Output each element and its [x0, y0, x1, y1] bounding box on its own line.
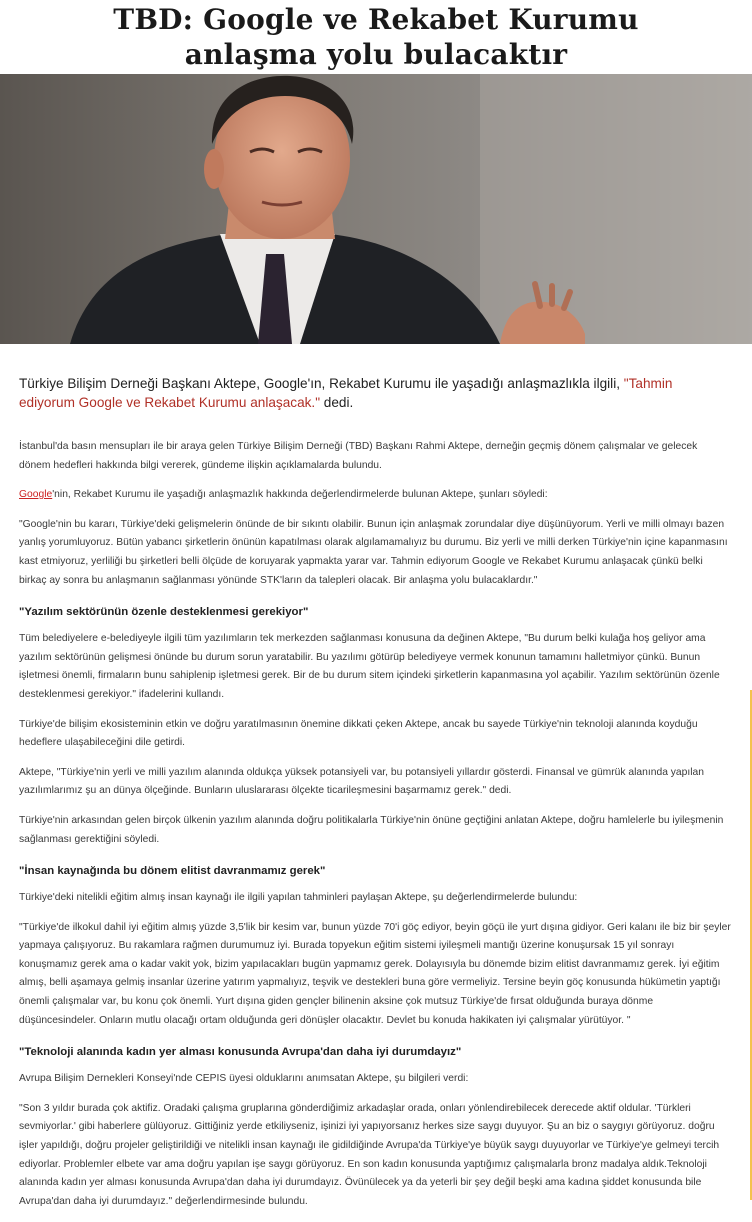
google-link[interactable]: Google: [19, 489, 53, 501]
lead-quote: "Tahmin ediyorum Google ve Rekabet Kurumu anlaşacak.": [19, 376, 673, 410]
article-lead: [19, 374, 731, 412]
paragraph-3: "Google'nin bu kararı, Türkiye'deki gelişmelerin önünde de bir sıkıntı olabilir. Bunun için anlaşmak zorundalar diye düşünüyorum. Yerli ve milli olmayı bazen yanlış yorumluyoruz. Bütün yabancı şirketlerin önünün kapatılması olarak algılamamalıyız bu durumu. Biz yerli ve milli derken Türkiye'nin içine kapanmasını kast etmiyoruz, yerliliği bu şirketleri belli ölçüde de koruyarak yapmakta yarar var. Tahmin ediyorum Google ve Rekabet Kurumu anlaşacak çünkü belki birkaç ay sonra bu anlaşmanın sağlanması yönünde STK'ların da talepleri olacak. Bir anlaşma yolu bulacaklardır.": [19, 518, 728, 586]
paragraph-8: Türkiye'deki nitelikli eğitim almış insan kaynağı ile ilgili yapılan tahminleri paylaşan Aktepe, şu değerlendirmelerde bulundu:: [19, 892, 578, 904]
subheading-2: "İnsan kaynağında bu dönem elitist davranmamız gerek": [19, 865, 326, 878]
paragraph-10: Avrupa Bilişim Dernekleri Konseyi'nde CEPIS üyesi olduklarını anımsatan Aktepe, şu bilgileri verdi:: [19, 1073, 469, 1085]
paragraph-9: "Türkiye'de ilkokul dahil iyi eğitim almış yüzde 3,5'lik bir kesim var, bunun yüzde 70'i göç ediyor, beyin göçü ile yurt dışına gidiyor. Geri kalanı ile biz bir şeyler yapmaya çalışıyoruz. Bu rakamlara rağmen durumumuz iyi. Burada topyekun eğitim sistemi iyileşmeli mantığı üzerine konuşursak 15 yıl sonrayı konuşmamız gerek ama o kadar vakit yok, bizim yapılacakları bugün yapmamız gerek. Dolayısıyla bu dönemde bizim elitist davranmamız gerek. İyi eğitim almış, belli aşamaya gelmiş insanlar üzerine yatırım yapmalıyız, teşvik ve destekleri buna göre vermeliyiz. Tersine beyin göç konusunda hükümetin yaptığı önemli çalışmalar var, bu konu çok önemli. Yurt dışına giden gençler bilinenin aksine çok mutsuz Türkiye'de fırsat olduğunda buraya dönme düşüncesindeler. Onların mutlu olacağı ortam olduğunda geri dönüşler olacaktır. Devlet bu konuda hakikaten iyi çalışmalar yürütüyor. ": [19, 921, 731, 1026]
title-line-1: TBD: Google ve Rekabet Kurumu: [113, 3, 639, 36]
article-title: [0, 0, 752, 72]
article-body: [19, 374, 731, 1222]
paragraph-4: Tüm belediyelere e-belediyeyle ilgili tüm yazılımların tek merkezden sağlanması konusuna da değinen Aktepe, "Bu durum belki kulağa hoş geliyor ama yazılım sektörünün gelişmesi önünde bu durum sorun yaratabilir. Bu yazılımı götürüp belediyeye vermek konunun tamamını halletmiyor çünkü. Bunun işletmesi önemli, firmaların bunu sahiplenip işletmesi gerek. Bir de bu durum sitem içindeki şirketlerin kapanmasına yol açabilir. Yazılım sektörünün özenle desteklenmesi gerekiyor." ifadelerini kullandı.: [19, 633, 720, 700]
title-line-2: anlaşma yolu bulacaktır: [184, 38, 568, 71]
lead-end: dedi.: [320, 395, 354, 410]
paragraph-1: İstanbul'da basın mensupları ile bir araya gelen Türkiye Bilişim Derneği (TBD) Başkanı Rahmi Aktepe, derneğin geçmiş dönem çalışmalar ve gelecek dönem hedefleri hakkında bilgi vererek, gündeme ilişkin açıklamalarda bulundu.: [19, 441, 698, 471]
lead-text: Türkiye Bilişim Derneği Başkanı Aktepe, Google'ın, Rekabet Kurumu ile yaşadığı anlaşmazlıkla ilgili,: [19, 376, 624, 391]
article-photo: [0, 74, 752, 344]
subheading-1: "Yazılım sektörünün özenle desteklenmesi gerekiyor": [19, 606, 309, 619]
paragraph-2-text: 'nin, Rekabet Kurumu ile yaşadığı anlaşmazlık hakkında değerlendirmelerde bulunan Aktepe, şunları söyledi:: [52, 489, 548, 501]
paragraph-6: Aktepe, "Türkiye'nin yerli ve milli yazılım alanında oldukça yüksek potansiyeli var, bu potansiyeli yıllardır gösterdi. Finansal ve gümrük alanında yapılan yazılımlarımız şu an dünya ölçeğinde. Bunların uluslararası ölçekte ticarileşmesini başarmamız gerek." dedi.: [19, 766, 704, 797]
paragraph-11: "Son 3 yıldır burada çok aktifiz. Oradaki çalışma gruplarına gönderdiğimiz arkadaşlar orada, onları yönlendirebilecek derecede aktif oldular. 'Türkleri sevmiyorlar.' gibi haberlere gülüyoruz. Gittiğiniz yerde etkiliyseniz, işinizi iyi yapıyorsanız herkes size saygı duyuyor. Şu an biz o saygıyı görüyoruz. doğru işler yapıldığı, doğru projeler geliştirildiği ve nitelikli insan kaynağı ile gidildiğinde Avrupa'da Türkiye'ye büyük saygı duyuyorlar ve Türkiye'ye gelmeyi tercih ediyorlar. Problemler elbete var ama doğru yapılan işe saygı görüyoruz. En son kadın konusunda yaptığımız çalışmalarla bronz madalya aldık.Teknoloji alanında kadın yer alması konusunda Avrupa'dan daha iyi durumdayız. Övünülecek ya da yeterli bir şey değil beşki ama kadına şiddet konusunda bile Avrupa'dan daha iyi durumdayız." değerlendirmesinde bulundu.: [19, 1102, 720, 1207]
subheading-3: "Teknoloji alanında kadın yer alması konusunda Avrupa'dan daha iyi durumdayız": [19, 1046, 462, 1059]
paragraph-7: Türkiye'nin arkasından gelen birçok ülkenin yazılım alanında doğru politikalarla Türkiye'nin önüne geçtiğini anlatan Aktepe, doğru hamlelerle bu iyileşmenin sağlanması gerektiğini söyledi.: [19, 814, 724, 845]
paragraph-5: Türkiye'de bilişim ekosisteminin etkin ve doğru yaratılmasının önemine dikkati çeken Aktepe, ancak bu sayede Türkiye'nin teknoloji alanında koyduğu hedeflere ulaşabileceğini dile getirdi.: [19, 718, 698, 749]
paragraph-2: [19, 486, 731, 505]
